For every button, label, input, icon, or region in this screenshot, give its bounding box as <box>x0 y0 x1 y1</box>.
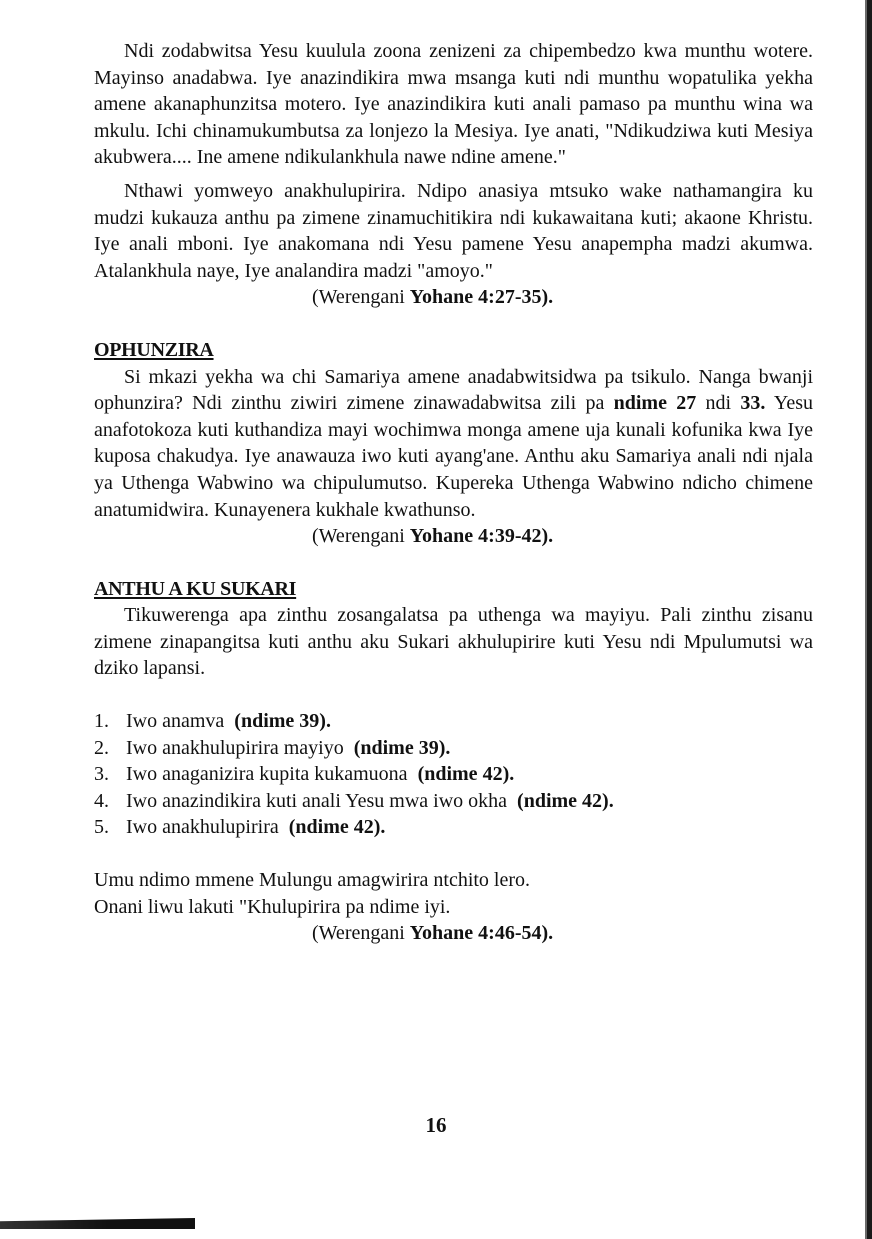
list-text: Iwo anaganizira kupita kukamuona (ndime 42). <box>126 763 515 786</box>
list-number: 4. <box>94 789 109 812</box>
list-text: Iwo anamva (ndime 39). <box>126 710 331 733</box>
scripture-reference-1 <box>94 284 813 311</box>
paragraph-3-text-a: Si mkazi yekha wa chi Samariya amene anadabwitsidwa pa tsikulo. Nanga bwanji ophunzira? Ndi zinthu ziwiri zimene zinawadabwitsa zili pa <box>94 365 813 415</box>
paragraph-1: Ndi zodabwitsa Yesu kuulula zoona zenizeni za chipembedzo kwa munthu wotere. Mayinso anadabwa. Iye anazindikira mwa msanga kuti ndi munthu wopatulika yekha amene akanaphunzitsa motero. Iye anazindikira kuti anali pamaso pa munthu wina wa mkulu. Ichi chinamukumbutsa za lonjezo la Mesiya. Iye anati, "Ndikudziwa kuti Mesiya akubwera.... Ine amene ndikulankhula nawe ndine amene." <box>94 40 813 169</box>
scan-smudge <box>0 1218 195 1229</box>
paragraph-3-text-b: ndi <box>705 392 732 415</box>
list-verse-ref: (ndime 42). <box>288 816 386 839</box>
closing-line-1: Umu ndimo mmene Mulungu amagwirira ntchito lero. <box>94 869 531 892</box>
reference-book: Yohane <box>409 922 474 945</box>
reference-prefix: (Werengani <box>312 525 405 548</box>
list-text: Iwo anakhulupirira mayiyo (ndime 39). <box>126 736 451 759</box>
paragraph-4: Tikuwerenga apa zinthu zosangalatsa pa uthenga wa mayiyu. Pali zinthu zisanu zimene zinapangitsa kuti anthu aku Sukari akhulupirire kuti Yesu ndi Mpulumutsi wa dziko lapansi. <box>94 604 813 680</box>
verse-ref-27: ndime 27 <box>613 392 697 415</box>
section-heading-ophunzira: OPHUNZIRA <box>94 338 214 361</box>
list-verse-ref: (ndime 39). <box>234 710 331 733</box>
list-number: 3. <box>94 763 109 786</box>
reference-verses: 4:39-42). <box>478 525 554 548</box>
paragraph-3 <box>94 364 813 524</box>
scan-edge-border <box>867 0 872 1239</box>
list-text: Iwo anakhulupirira (ndime 42). <box>126 816 386 839</box>
section-heading-anthu-a-ku-sukari: ANTHU A KU SUKARI <box>94 577 297 600</box>
closing-line-2: Onani liwu lakuti "Khulupirira pa ndime iyi. <box>94 895 451 918</box>
scripture-reference-2 <box>94 523 813 550</box>
paragraph-3-text-c: Yesu anafotokoza kuti kuthandiza mayi wochimwa monga amene uja kunali kofunika kwa Iye kuposa chakudya. Iye anawauza iwo kuti ayang'ane. Anthu aku Samariya anali ndi njala ya Uthenga Wabwino wa chipulumutso. Kupereka Uthenga Wabwino ndicho chimene anatumidwira. Kunayenera kukhale kwathunso. <box>94 392 814 521</box>
list-item <box>94 708 813 735</box>
list-text: Iwo anazindikira kuti anali Yesu mwa iwo okha (ndime 42). <box>126 789 614 812</box>
scripture-reference-3 <box>94 920 813 947</box>
list-verse-ref: (ndime 42). <box>517 789 614 812</box>
list-number: 2. <box>94 736 109 759</box>
reference-verses: 4:46-54). <box>478 922 554 945</box>
list-item <box>94 814 813 841</box>
list-verse-ref: (ndime 39). <box>353 736 451 759</box>
text-column <box>94 38 813 947</box>
list-number: 5. <box>94 816 109 839</box>
reference-prefix: (Werengani <box>312 922 405 945</box>
reference-book: Yohane <box>409 286 474 309</box>
list-item <box>94 735 813 762</box>
list-item <box>94 761 813 788</box>
numbered-list <box>94 708 813 841</box>
reference-prefix: (Werengani <box>312 286 405 309</box>
list-item <box>94 788 813 815</box>
list-number: 1. <box>94 710 109 733</box>
verse-ref-33: 33. <box>740 392 766 415</box>
page-number: 16 <box>425 1113 447 1137</box>
reference-book: Yohane <box>409 525 474 548</box>
paragraph-2: Nthawi yomweyo anakhulupirira. Ndipo anasiya mtsuko wake nathamangira ku mudzi kukauza anthu pa zimene zinamuchitikira ndi kukawaitana kuti; akaone Khristu. Iye anali mboni. Iye anakomana ndi Yesu pamene Yesu anapempha madzi akumwa. Atalankhula naye, Iye analandira madzi "amoyo." <box>94 179 813 282</box>
reference-verses: 4:27-35). <box>478 286 554 309</box>
list-verse-ref: (ndime 42). <box>417 763 515 786</box>
